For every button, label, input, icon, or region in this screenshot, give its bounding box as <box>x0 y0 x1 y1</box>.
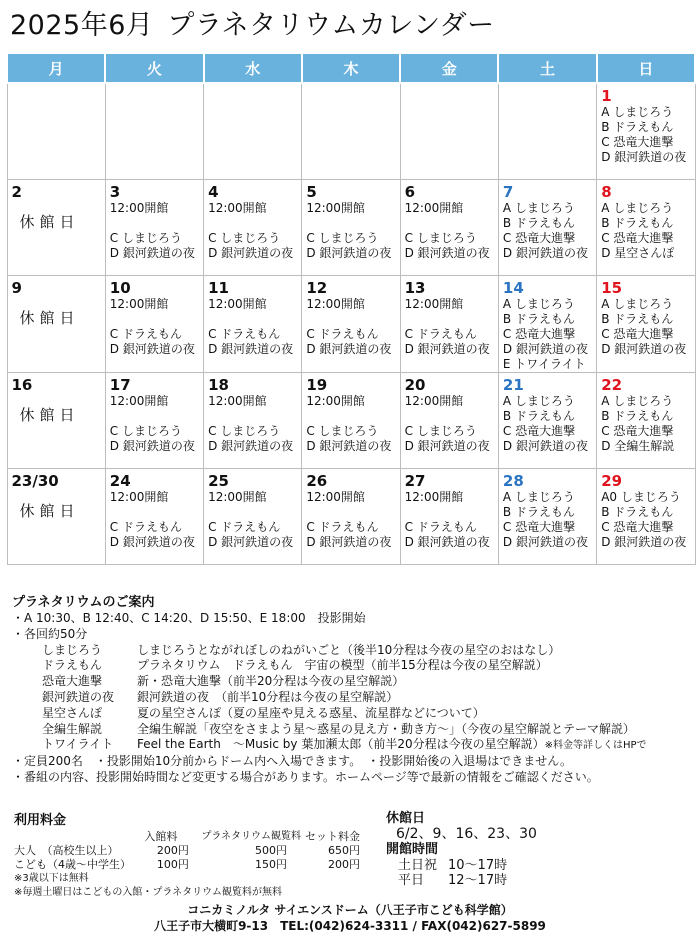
event-item: D 銀河鉄道の夜 <box>404 246 490 260</box>
day-cell <box>204 276 302 373</box>
info-duration: ・各回約50分 <box>12 626 88 641</box>
event-item: D 銀河鉄道の夜 <box>306 535 392 549</box>
hours-label: 土日祝 <box>398 858 438 873</box>
event-item: D 銀河鉄道の夜 <box>306 342 392 356</box>
event-item: C 恐竜大進撃 <box>601 424 674 438</box>
event-item: C 恐竜大進撃 <box>502 424 576 438</box>
event-item: D 銀河鉄道の夜 <box>109 246 195 260</box>
program-item <box>12 722 692 738</box>
program-item <box>12 706 692 722</box>
info-times: ・A 10:30、B 12:40、C 14:20、D 15:50、E 18:00 投影開始 <box>12 611 366 625</box>
calendar-week-row <box>7 180 695 276</box>
event-item: C ドラえもん <box>109 520 182 534</box>
event-item: A0 しまじろう <box>601 490 681 504</box>
day-number: 2 <box>11 183 22 201</box>
day-cell <box>7 469 105 565</box>
day-number: 6 <box>404 183 416 201</box>
closed-label: 休館日 <box>19 213 80 231</box>
spacer <box>110 409 203 424</box>
fees-table <box>14 830 364 872</box>
hours-row-weekend <box>386 858 686 873</box>
weekday-tue: 火 <box>105 53 203 83</box>
event-item: B ドラえもん <box>601 409 674 423</box>
event-item: C ドラえもん <box>306 327 379 341</box>
info-capacity: ・定員200名 ・投影開始10分前からドーム内へ入場できます。 ・投影開始後の入退場はできません。 <box>12 754 572 769</box>
event-item: D 銀河鉄道の夜 <box>502 439 588 453</box>
spacer <box>208 312 301 327</box>
event-item: D 銀河鉄道の夜 <box>601 342 687 356</box>
event-item: A しまじろう <box>601 297 674 311</box>
event-item: C ドラえもん <box>208 327 281 341</box>
calendar-week-row <box>7 83 695 180</box>
day-number: 8 <box>601 183 612 201</box>
day-cell <box>105 83 203 180</box>
opening-hours-heading: 開館時間 <box>386 842 439 857</box>
day-cell <box>7 180 105 276</box>
opening-time: 12:00開館 <box>109 297 169 311</box>
event-item: D 銀河鉄道の夜 <box>404 535 490 549</box>
program-name: 恐竜大進撃 <box>42 674 103 689</box>
facility-name: コニカミノルタ サイエンスドーム（八王子市こども科学館） <box>187 903 513 917</box>
spacer <box>405 216 498 231</box>
fee-note-saturday: ※毎週土曜日はこどもの入館・プラネタリウム観覧料が無料 <box>14 887 282 898</box>
event-item: D 銀河鉄道の夜 <box>208 439 294 453</box>
weekday-thu: 木 <box>302 53 400 83</box>
day-number: 5 <box>306 183 317 201</box>
program-item <box>12 643 692 659</box>
day-cell <box>204 373 302 469</box>
event-item: A しまじろう <box>502 201 575 215</box>
event-item: B ドラえもん <box>502 216 575 230</box>
spacer <box>306 505 399 520</box>
program-desc: 全編生解説「夜空をさまよう星～惑星の見え方・動き方～」（今夜の星空解説とテーマ解説） <box>137 721 636 736</box>
event-item: C 恐竜大進撃 <box>601 231 674 245</box>
program-note: ※料金等詳しくはHPで <box>544 740 647 752</box>
day-number: 26 <box>306 472 328 490</box>
day-number: 10 <box>109 279 131 297</box>
day-cell <box>597 180 695 276</box>
fees-heading: 利用料金 <box>14 813 67 828</box>
program-name: ドラえもん <box>42 658 103 673</box>
opening-time: 12:00開館 <box>404 394 464 408</box>
event-item: C しまじろう <box>306 231 379 245</box>
planetarium-info <box>12 594 692 786</box>
closed-days-list: 6/2、9、16、23、30 <box>396 826 537 842</box>
fee-value: 200円 <box>156 844 189 857</box>
day-number: 17 <box>109 376 131 394</box>
spacer <box>110 312 203 327</box>
day-cell <box>597 373 695 469</box>
opening-time: 12:00開館 <box>306 297 365 311</box>
opening-time: 12:00開館 <box>208 297 267 311</box>
day-cell <box>105 276 203 373</box>
fee-row-label: 大人 （高校生以上） <box>14 844 119 857</box>
event-item: B ドラえもん <box>502 312 575 326</box>
day-cell <box>105 180 203 276</box>
day-cell <box>498 373 596 469</box>
opening-time: 12:00開館 <box>306 201 365 215</box>
event-item: A しまじろう <box>601 105 674 119</box>
spacer <box>306 216 399 231</box>
closed-label: 休館日 <box>19 406 80 424</box>
day-number: 18 <box>208 376 229 394</box>
event-item: D 銀河鉄道の夜 <box>502 342 588 356</box>
opening-time: 12:00開館 <box>306 490 365 504</box>
event-item: D 銀河鉄道の夜 <box>502 246 588 260</box>
day-cell <box>7 83 105 180</box>
event-item: D 星空さんぽ <box>601 246 675 260</box>
event-item: C 恐竜大進撃 <box>502 327 576 341</box>
program-name: 星空さんぽ <box>42 705 103 720</box>
spacer <box>208 505 301 520</box>
fee-col-planetarium: プラネタリウム観覧料 <box>201 831 301 842</box>
opening-time: 12:00開館 <box>404 201 464 215</box>
event-item: D 銀河鉄道の夜 <box>109 439 195 453</box>
day-cell <box>498 276 596 373</box>
spacer <box>306 409 399 424</box>
event-item: D 全編生解説 <box>601 439 675 453</box>
event-item: D 銀河鉄道の夜 <box>404 439 490 453</box>
day-number: 22 <box>601 376 623 394</box>
program-desc: 銀河鉄道の夜 （前半10分程は今夜の星空解説） <box>137 689 399 704</box>
day-cell <box>498 469 596 565</box>
event-item: B ドラえもん <box>601 120 674 134</box>
weekday-mon: 月 <box>7 53 105 83</box>
program-name: 銀河鉄道の夜 <box>42 689 115 704</box>
event-item: C しまじろう <box>404 424 477 438</box>
calendar-week-row <box>7 469 695 565</box>
day-cell <box>302 469 400 565</box>
day-cell <box>204 180 302 276</box>
event-item: C しまじろう <box>109 424 182 438</box>
program-desc: しまじろうとながれぼしのねがいごと（後半10分程は今夜の星空のおはなし） <box>137 642 561 657</box>
day-number: 13 <box>404 279 426 297</box>
hours-time: 10～17時 <box>448 858 508 873</box>
day-number: 1 <box>601 87 612 105</box>
program-desc: プラネタリウム ドラえもん 宇宙の模型（前半15分程は今夜の星空解説） <box>137 658 548 673</box>
page-title <box>10 4 495 48</box>
program-name: トワイライト <box>42 737 114 752</box>
day-number: 25 <box>208 472 229 490</box>
spacer <box>110 216 203 231</box>
event-item: D 銀河鉄道の夜 <box>306 439 392 453</box>
fee-value: 500円 <box>254 844 287 857</box>
event-item: C 恐竜大進撃 <box>502 520 576 534</box>
weekday-fri: 金 <box>400 53 498 83</box>
program-name: 全編生解説 <box>42 721 103 736</box>
day-cell <box>7 276 105 373</box>
fee-value: 100円 <box>156 858 189 871</box>
event-item: C しまじろう <box>208 231 281 245</box>
day-number: 14 <box>502 279 524 297</box>
event-item: D 銀河鉄道の夜 <box>109 535 195 549</box>
event-item: B ドラえもん <box>601 312 674 326</box>
weekday-wed: 水 <box>204 53 302 83</box>
day-cell <box>7 373 105 469</box>
event-item: A しまじろう <box>502 394 575 408</box>
footer <box>0 902 700 934</box>
day-cell <box>597 83 695 180</box>
program-list <box>12 643 692 755</box>
event-item: D 銀河鉄道の夜 <box>306 246 392 260</box>
opening-time: 12:00開館 <box>404 297 464 311</box>
fee-value: 150円 <box>254 858 287 871</box>
program-item <box>12 737 692 754</box>
fee-row-child <box>14 858 364 872</box>
spacer <box>405 312 498 327</box>
day-cell <box>302 276 400 373</box>
program-desc: Feel the Earth ～Music by 葉加瀬太郎（前半20分程は今夜の星空解説） <box>137 737 545 752</box>
day-cell <box>105 373 203 469</box>
event-item: A しまじろう <box>502 490 575 504</box>
day-number: 12 <box>306 279 328 297</box>
hours-time: 12～17時 <box>448 873 508 888</box>
day-number: 11 <box>208 279 229 297</box>
spacer <box>405 505 498 520</box>
opening-time: 12:00開館 <box>208 201 267 215</box>
day-cell <box>597 276 695 373</box>
event-item: D 銀河鉄道の夜 <box>601 535 687 549</box>
day-number: 24 <box>109 472 131 490</box>
day-number: 29 <box>601 472 623 490</box>
closed-days-heading: 休館日 <box>386 811 426 826</box>
event-item: C 恐竜大進撃 <box>502 231 576 245</box>
fee-value: 650円 <box>328 844 360 857</box>
program-desc: 夏の星空さんぽ（夏の星座や見える惑星、流星群などについて） <box>137 705 485 720</box>
opening-time: 12:00開館 <box>208 490 267 504</box>
event-item: A しまじろう <box>601 394 674 408</box>
day-cell <box>400 373 498 469</box>
weekday-header-row <box>7 53 695 83</box>
event-item: C 恐竜大進撃 <box>601 327 674 341</box>
hours-row-weekday <box>386 873 686 888</box>
fee-row-adult <box>14 844 364 858</box>
calendar-week-row <box>7 373 695 469</box>
title-calendar-label: プラネタリウムカレンダー <box>167 10 495 41</box>
spacer <box>208 409 301 424</box>
event-item: D 銀河鉄道の夜 <box>109 342 195 356</box>
event-item: D 銀河鉄道の夜 <box>208 342 294 356</box>
weekday-sun: 日 <box>597 53 695 83</box>
program-desc: 新・恐竜大進撃（前半20分程は今夜の星空解説） <box>137 674 405 689</box>
spacer <box>405 409 498 424</box>
day-number: 19 <box>306 376 328 394</box>
spacer <box>110 505 203 520</box>
opening-time: 12:00開館 <box>208 394 267 408</box>
event-item: D 銀河鉄道の夜 <box>404 342 490 356</box>
weekday-sat: 土 <box>498 53 596 83</box>
closed-label: 休館日 <box>19 502 80 520</box>
spacer <box>208 216 301 231</box>
title-month: 2025年6月 <box>10 10 154 41</box>
day-cell <box>204 83 302 180</box>
day-number: 21 <box>502 376 524 394</box>
event-item: C しまじろう <box>109 231 182 245</box>
day-cell <box>498 83 596 180</box>
event-item: C 恐竜大進撃 <box>601 520 674 534</box>
event-item: B ドラえもん <box>502 409 575 423</box>
event-item: C ドラえもん <box>109 327 182 341</box>
hours-label: 平日 <box>398 873 425 888</box>
spacer <box>306 312 399 327</box>
day-cell <box>400 469 498 565</box>
event-item: E トワイライト <box>502 357 586 371</box>
opening-time: 12:00開館 <box>109 490 169 504</box>
fee-note-free-toddlers: ※3歳以下は無料 <box>14 873 89 884</box>
day-cell <box>302 373 400 469</box>
day-cell <box>400 276 498 373</box>
hours-section <box>386 811 686 888</box>
day-cell <box>105 469 203 565</box>
event-item: B ドラえもん <box>601 505 674 519</box>
fee-col-admission: 入館料 <box>144 830 178 843</box>
program-item <box>12 690 692 706</box>
info-changes: ・番組の内容、投影開始時間など変更する場合があります。ホームページ等で最新の情報をご確認ください。 <box>12 769 599 784</box>
day-number: 4 <box>208 183 219 201</box>
day-cell <box>597 469 695 565</box>
event-item: A しまじろう <box>601 201 674 215</box>
event-item: D 銀河鉄道の夜 <box>601 150 687 164</box>
info-heading: プラネタリウムのご案内 <box>12 595 155 610</box>
day-number: 28 <box>502 472 524 490</box>
opening-time: 12:00開館 <box>109 394 169 408</box>
event-item: A しまじろう <box>502 297 575 311</box>
opening-time: 12:00開館 <box>404 490 464 504</box>
day-number: 20 <box>404 376 426 394</box>
fee-value: 200円 <box>328 858 360 871</box>
event-item: C しまじろう <box>306 424 379 438</box>
facility-contact: 八王子市大横町9-13 TEL:(042)624-3311 / FAX(042)627-5899 <box>154 919 546 933</box>
event-item: C しまじろう <box>208 424 281 438</box>
program-item <box>12 674 692 690</box>
day-cell <box>302 180 400 276</box>
program-item <box>12 658 692 674</box>
event-item: B ドラえもん <box>601 216 674 230</box>
event-item: C ドラえもん <box>404 520 477 534</box>
fee-row-label: こども（4歳～中学生） <box>14 858 131 871</box>
event-item: B ドラえもん <box>502 505 575 519</box>
event-item: C ドラえもん <box>208 520 281 534</box>
event-item: D 銀河鉄道の夜 <box>208 246 294 260</box>
event-item: C しまじろう <box>404 231 477 245</box>
fees-section <box>14 812 364 900</box>
day-number: 7 <box>502 183 514 201</box>
day-number: 3 <box>109 183 121 201</box>
calendar-grid <box>6 52 696 565</box>
day-number: 15 <box>601 279 623 297</box>
day-number: 9 <box>11 279 22 297</box>
day-cell <box>400 83 498 180</box>
event-item: C ドラえもん <box>404 327 477 341</box>
event-item: C ドラえもん <box>306 520 379 534</box>
opening-time: 12:00開館 <box>109 201 169 215</box>
fee-col-set: セット料金 <box>304 830 360 843</box>
day-cell <box>302 83 400 180</box>
event-item: C 恐竜大進撃 <box>601 135 674 149</box>
day-cell <box>204 469 302 565</box>
calendar-week-row <box>7 276 695 373</box>
day-cell <box>498 180 596 276</box>
day-number: 27 <box>404 472 426 490</box>
opening-time: 12:00開館 <box>306 394 365 408</box>
event-item: D 銀河鉄道の夜 <box>502 535 588 549</box>
day-number: 23/30 <box>11 472 59 490</box>
day-cell <box>400 180 498 276</box>
fees-header-row <box>14 830 364 844</box>
day-number: 16 <box>11 376 33 394</box>
event-item: D 銀河鉄道の夜 <box>208 535 294 549</box>
program-name: しまじろう <box>42 642 103 657</box>
closed-label: 休館日 <box>19 309 80 327</box>
